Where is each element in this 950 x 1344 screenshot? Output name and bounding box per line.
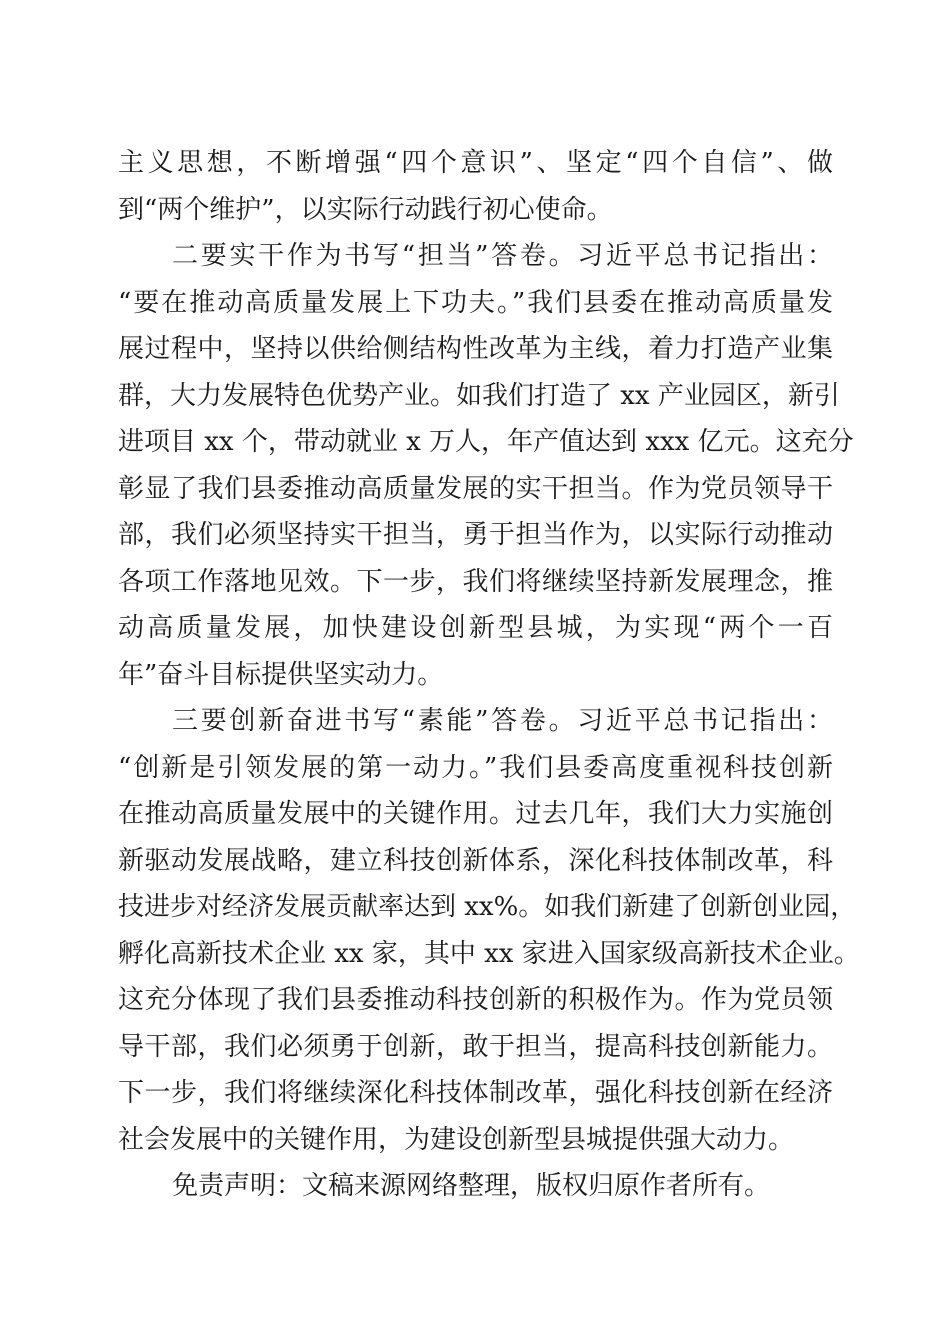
paragraph-3 xyxy=(118,698,860,1163)
disclaimer-text: 免责声明：文稿来源网络整理，版权归原作者所有。 xyxy=(172,1171,771,1201)
text-line: 动高质量发展，加快建设创新型县城，为实现“两个一百 xyxy=(118,613,833,643)
text-line: 社会发展中的关键作用，为建设创新型县城提供强大动力。 xyxy=(118,1124,795,1155)
text-line: 技进步对经济发展贡献率达到 xx%。如我们新建了创新创业园， xyxy=(118,892,857,922)
text-line: 这充分体现了我们县委推动科技创新的积极作为。作为党员领 xyxy=(118,985,833,1015)
text-line: 展过程中，坚持以供给侧结构性改革为主线，着力打造产业集 xyxy=(118,334,833,364)
text-line: 群，大力发展特色优势产业。如我们打造了 xx 产业园区，新引 xyxy=(118,380,840,411)
text-line: 各项工作落地见效。下一步，我们将继续坚持新发展理念，推 xyxy=(118,566,833,597)
text-line: 导干部，我们必须勇于创新，敢于担当，提高科技创新能力。 xyxy=(118,1031,833,1062)
paragraph-2 xyxy=(118,233,854,698)
text-line: 到“两个维护”，以实际行动践行初心使命。 xyxy=(118,194,613,225)
text-line: 年”奋斗目标提供坚实动力。 xyxy=(118,659,444,690)
text-line: 三要创新奋进书写“素能”答卷。习近平总书记指出： xyxy=(172,706,833,736)
text-line: “要在推动高质量发展上下功夫。”我们县委在推动高质量发 xyxy=(118,287,833,318)
text-line: 主义思想，不断增强“四个意识”、坚定“四个自信”、做 xyxy=(118,148,833,178)
paragraph-1 xyxy=(118,140,833,233)
text-line: 部，我们必须坚持实干担当，勇于担当作为，以实际行动推动 xyxy=(118,520,833,550)
text-line: “创新是引领发展的第一动力。”我们县委高度重视科技创新 xyxy=(118,752,833,783)
disclaimer xyxy=(118,1163,833,1210)
text-line: 新驱动发展战略，建立科技创新体系，深化科技体制改革，科 xyxy=(118,845,833,876)
text-line: 彰显了我们县委推动高质量发展的实干担当。作为党员领导干 xyxy=(118,473,833,504)
text-line: 二要实干作为书写“担当”答卷。习近平总书记指出： xyxy=(172,241,833,271)
document-body xyxy=(118,140,860,1210)
text-line: 孵化高新技术企业 xx 家，其中 xx 家进入国家级高新技术企业。 xyxy=(118,938,860,969)
text-line: 下一步，我们将继续深化科技体制改革，强化科技创新在经济 xyxy=(118,1078,833,1108)
text-line: 在推动高质量发展中的关键作用。过去几年，我们大力实施创 xyxy=(118,799,833,829)
text-line: 进项目 xx 个，带动就业 x 万人，年产值达到 xxx 亿元。这充分 xyxy=(118,427,854,457)
